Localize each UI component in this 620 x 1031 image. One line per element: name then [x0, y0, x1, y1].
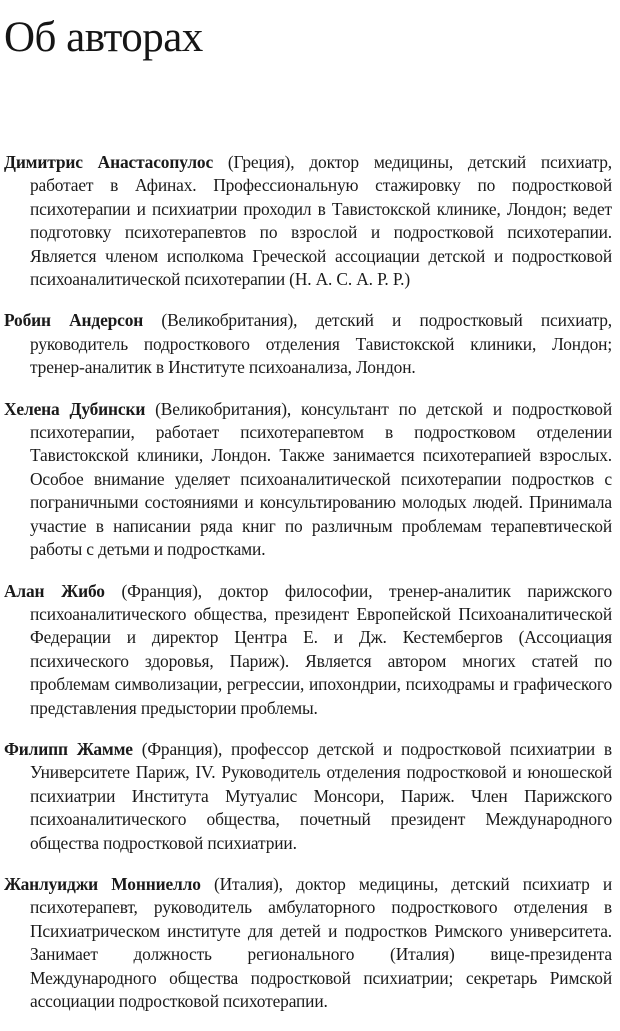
page-title: Об авторах	[4, 14, 203, 61]
author-bio	[4, 738, 612, 855]
author-description: (Великобритания), детский и подростковый психиатр, руководитель подросткового отделения Тавистокской клиники, Лондон; тренер-аналитик в Институте психоанализа, Лондон.	[30, 310, 612, 378]
author-bio-list	[4, 151, 612, 1031]
author-name: Робин Андерсон	[4, 310, 144, 331]
author-description: (Франция), профессор детской и подростковой психиатрии в Университете Париж, IV. Руководитель отделения подростковой и юношеской психиатрии Института Мутуалис Монсори, Париж. Член Парижского психоаналитического общества, почетный президент Международного общества подростковой психиатрии.	[30, 738, 612, 853]
author-bio	[4, 398, 612, 562]
author-bio	[4, 151, 612, 291]
author-name: Димитрис Анастасопулос	[4, 152, 214, 172]
author-name: Хелена Дубински	[4, 398, 146, 419]
author-description: (Италия), доктор медицины, детский психиатр и психотерапевт, руководитель амбулаторного подросткового отделения в Психиатрическом институте для детей и подростков Римского университета. Занимает должность регионального (Италия) вице-президента Международного общества подростковой психиатрии; секретарь Римской ассоциации подростковой психотерапии.	[30, 873, 613, 1011]
author-bio	[4, 309, 612, 379]
author-description: (Великобритания), консультант по детской и подростковой психотерапии, работает психотерапевтом в подростковом отделении Тавистокской клиники, Лондон. Также занимается психотерапией взрослых. Особое внимание уделяет психоаналитической психотерапии подростков с пограничными состояниями и консультированию молодых людей. Принимала участие в написании ряда книг по различным проблемам терапевтической работы с детьми и подростками.	[30, 398, 612, 560]
author-bio	[4, 873, 612, 1013]
author-bio	[4, 580, 612, 720]
author-description: (Греция), доктор медицины, детский психиатр, работает в Афинах. Профессиональную стажировку по подростковой психотерапии и психиатрии проходил в Тавистокской клинике, Лондон; ведет подготовку психотерапевтов по взрослой и подростковой психотерапии. Является членом исполкома Греческой ассоциации детской и подростковой психоаналитической психотерапии (Н. А. С. А. Р. Р.)	[30, 152, 613, 290]
author-name: Филипп Жамме	[4, 738, 133, 759]
author-description: (Франция), доктор философии, тренер-аналитик парижского психоаналитического общества, президент Европейской Психоаналитической Федерации и директор Центра Е. и Дж. Кестембергов (Ассоциация психического здоровья, Париж). Является автором многих статей по проблемам символизации, регрессии, ипохондрии, психодрамы и графического представления предыстории проблемы.	[30, 580, 612, 718]
author-name: Алан Жибо	[4, 580, 105, 601]
author-name: Жанлуиджи Монниелло	[4, 873, 201, 894]
